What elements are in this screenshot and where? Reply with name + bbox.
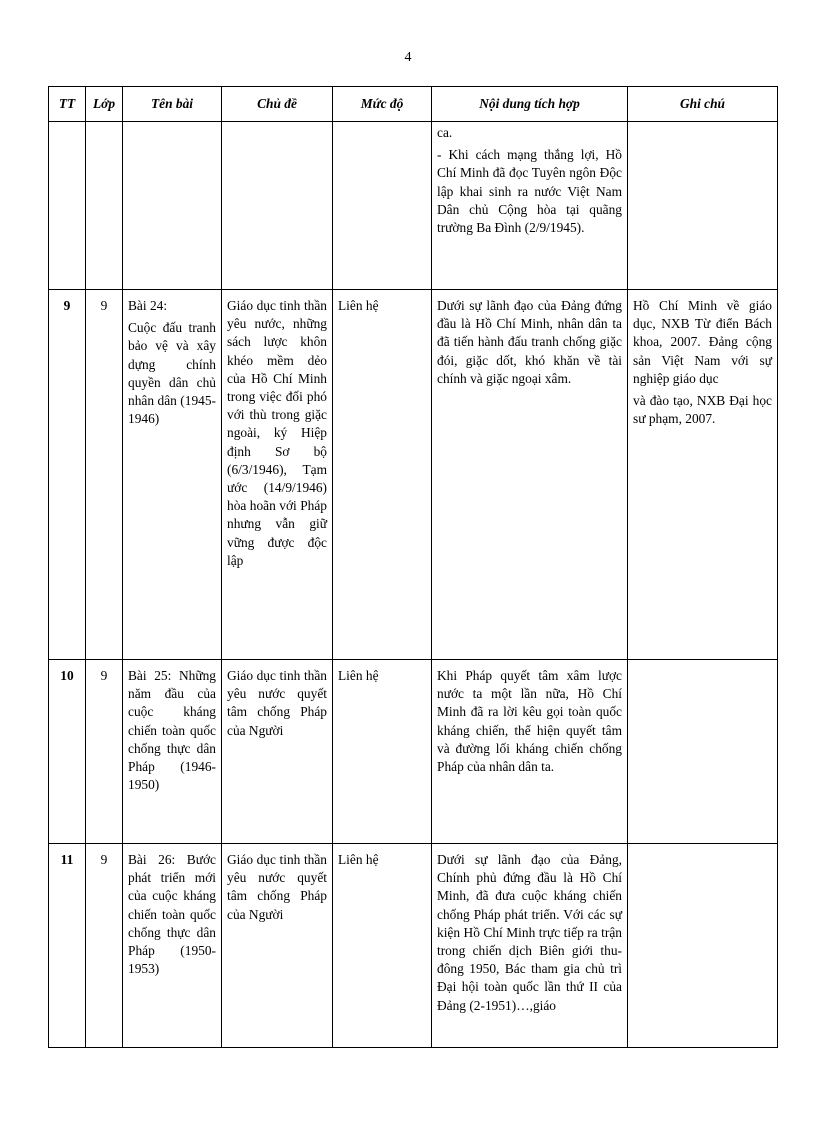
- content-paragraph: Dưới sự lãnh đạo của Đảng, Chính phủ đứng đầu là Hồ Chí Minh, đã đưa cuộc kháng chiến chống Pháp phát triển. Với các sự kiện Hồ Chí Minh trực tiếp ra trận trong chiến dịch Biên giới thu-đông 1950, Bác tham gia chủ trì Đại hội toàn quốc lần thứ II của Đảng (2-1951)…,giáo: [437, 852, 622, 1013]
- cell-tt: 10: [49, 660, 86, 844]
- table-row: [49, 660, 778, 844]
- note-paragraph: Hồ Chí Minh về giáo dục, NXB Từ điển Bách khoa, 2007. Đảng cộng sản Việt Nam với sự nghiệp giáo dục: [633, 298, 772, 386]
- page-number: 4: [404, 50, 412, 65]
- content-paragraph: ca.: [437, 125, 453, 140]
- header-tt: TT: [49, 87, 86, 122]
- table-row: [49, 290, 778, 660]
- cell-lop: 9: [86, 844, 123, 1048]
- cell-muc-do: Liên hệ: [333, 660, 432, 844]
- header-noi-dung: Nội dung tích hợp: [432, 87, 628, 122]
- cell-muc-do: Liên hệ: [333, 290, 432, 660]
- table-row: [49, 844, 778, 1048]
- content-paragraph: Khi Pháp quyết tâm xâm lược nước ta một lần nữa, Hồ Chí Minh đã ra lời kêu gọi toàn quốc kháng chiến, thể hiện quyết tâm và đường lối kháng chiến chống Pháp của nhân dân ta.: [437, 668, 622, 775]
- cell-noi-dung: [432, 290, 628, 660]
- cell-ten-bai: [123, 122, 222, 290]
- cell-muc-do: Liên hệ: [333, 844, 432, 1048]
- cell-ghi-chu: [628, 844, 778, 1048]
- cell-ten-bai: [123, 290, 222, 660]
- cell-tt: 11: [49, 844, 86, 1048]
- topic-text: Giáo dục tinh thần yêu nước quyết tâm chống Pháp của Người: [227, 668, 327, 738]
- header-ghi-chu: Ghi chú: [628, 87, 778, 122]
- header-lop: Lớp: [86, 87, 123, 122]
- cell-chu-de: [222, 660, 333, 844]
- content-paragraph: - Khi cách mạng thắng lợi, Hồ Chí Minh đã đọc Tuyên ngôn Độc lập khai sinh ra nước Việt Nam Dân chủ Cộng hòa tại quãng trường Ba Đình (2/9/1945).: [437, 147, 622, 236]
- lesson-number: Bài 24:: [128, 298, 168, 313]
- cell-ten-bai: [123, 660, 222, 844]
- cell-chu-de: [222, 290, 333, 660]
- table-header-row: [49, 87, 778, 122]
- lesson-title: Cuộc đấu tranh bảo vệ và xây dựng chính quyền dân chủ nhân dân (1945-1946): [128, 320, 216, 427]
- cell-tt: 9: [49, 290, 86, 660]
- cell-muc-do: [333, 122, 432, 290]
- header-ten-bai: Tên bài: [123, 87, 222, 122]
- cell-ten-bai: [123, 844, 222, 1048]
- cell-lop: 9: [86, 660, 123, 844]
- cell-ghi-chu: [628, 122, 778, 290]
- lesson-title: Bài 26: Bước phát triển mới của cuộc kháng chiến toàn quốc chống thực dân Pháp (1950-1953): [128, 852, 216, 977]
- topic-text: Giáo dục tinh thần yêu nước, những sách lược khôn khéo mềm dẻo của Hồ Chí Minh trong việc đối phó với thù trong giặc ngoài, ký Hiệp định Sơ bộ (6/3/1946), Tạm ước (14/9/1946) hòa hoãn với Pháp nhưng vẫn giữ vững được độc lập: [227, 298, 327, 568]
- lesson-title: Bài 25: Những năm đầu của cuộc kháng chiến toàn quốc chống thực dân Pháp (1946-1950): [128, 668, 216, 793]
- content-paragraph: Dưới sự lãnh đạo của Đảng đứng đầu là Hồ Chí Minh, nhân dân ta đã tiến hành đấu tranh chống giặc đói, giặc dốt, khó khăn về tài chính và giặc ngoại xâm.: [437, 298, 622, 386]
- cell-chu-de: [222, 122, 333, 290]
- note-paragraph: và đào tạo, NXB Đại học sư phạm, 2007.: [633, 393, 772, 427]
- cell-chu-de: [222, 844, 333, 1048]
- cell-lop: 9: [86, 290, 123, 660]
- lesson-integration-table: [48, 86, 778, 1048]
- header-muc-do: Mức độ: [333, 87, 432, 122]
- header-chu-de: Chủ đề: [222, 87, 333, 122]
- cell-noi-dung: [432, 844, 628, 1048]
- table-row: [49, 122, 778, 290]
- cell-noi-dung: [432, 122, 628, 290]
- topic-text: Giáo dục tinh thần yêu nước quyết tâm chống Pháp của Người: [227, 852, 327, 922]
- cell-lop: [86, 122, 123, 290]
- cell-ghi-chu: [628, 290, 778, 660]
- cell-noi-dung: [432, 660, 628, 844]
- cell-tt: [49, 122, 86, 290]
- cell-ghi-chu: [628, 660, 778, 844]
